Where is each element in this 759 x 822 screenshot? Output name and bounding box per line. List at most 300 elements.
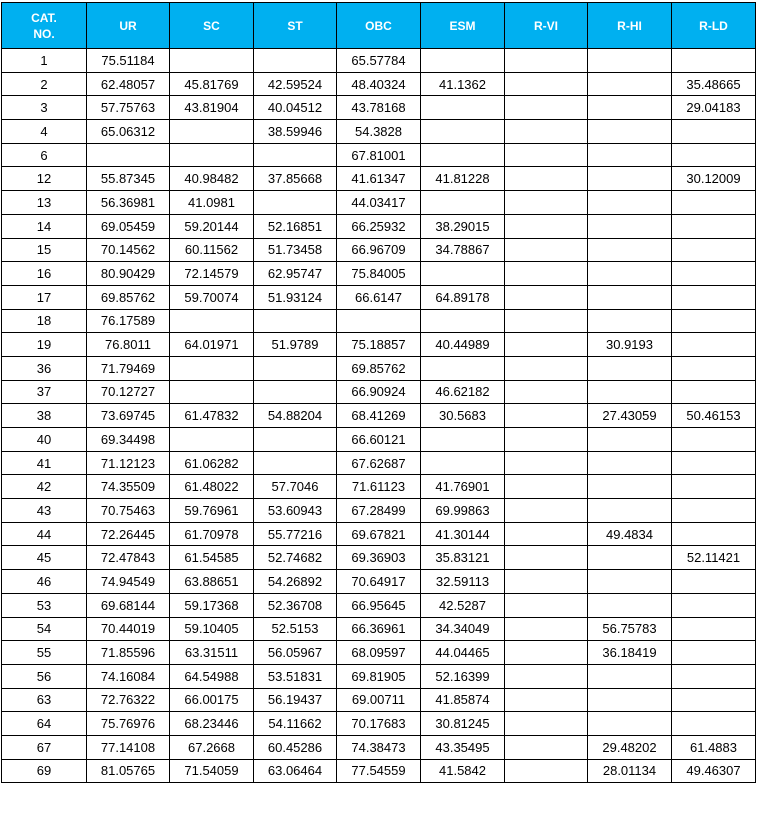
r-ld-cell: 49.46307 [672,759,756,783]
category-number-cell: 6 [2,143,87,167]
table-row [2,262,756,286]
ur-cell: 71.85596 [87,641,170,665]
r-ld-cell [672,522,756,546]
category-number-cell: 13 [2,191,87,215]
r-hi-cell [588,214,672,238]
r-hi-cell: 30.9193 [588,333,672,357]
sc-cell [170,428,254,452]
r-ld-cell [672,143,756,167]
st-cell [254,428,337,452]
table-row [2,499,756,523]
r-ld-cell [672,285,756,309]
sc-cell: 61.48022 [170,475,254,499]
r-vi-cell [505,191,588,215]
ur-cell: 72.26445 [87,522,170,546]
category-number-cell: 14 [2,214,87,238]
st-cell: 55.77216 [254,522,337,546]
table-row [2,96,756,120]
r-hi-cell [588,380,672,404]
category-number-cell: 54 [2,617,87,641]
category-number-cell: 44 [2,522,87,546]
esm-cell [421,309,505,333]
r-hi-cell: 56.75783 [588,617,672,641]
sc-cell: 71.54059 [170,759,254,783]
esm-cell: 69.99863 [421,499,505,523]
r-ld-cell [672,309,756,333]
ur-cell: 65.06312 [87,120,170,144]
ur-cell: 70.14562 [87,238,170,262]
r-vi-cell [505,546,588,570]
r-ld-cell [672,499,756,523]
esm-cell: 41.81228 [421,167,505,191]
header-category-number [2,3,87,49]
st-cell [254,49,337,73]
obc-cell: 68.09597 [337,641,421,665]
st-cell [254,356,337,380]
ur-cell: 76.8011 [87,333,170,357]
r-hi-cell [588,49,672,73]
ur-cell: 56.36981 [87,191,170,215]
table-row [2,309,756,333]
table-row [2,688,756,712]
r-ld-cell: 52.11421 [672,546,756,570]
category-number-cell: 55 [2,641,87,665]
ur-cell: 75.76976 [87,712,170,736]
esm-cell: 41.5842 [421,759,505,783]
table-row [2,712,756,736]
r-vi-cell [505,593,588,617]
r-vi-cell [505,356,588,380]
category-number-cell: 1 [2,49,87,73]
category-number-cell: 64 [2,712,87,736]
r-vi-cell [505,238,588,262]
r-hi-cell [588,712,672,736]
st-cell: 62.95747 [254,262,337,286]
st-cell: 52.74682 [254,546,337,570]
r-hi-cell [588,191,672,215]
r-vi-cell [505,167,588,191]
r-vi-cell [505,428,588,452]
r-ld-cell [672,356,756,380]
sc-cell: 64.54988 [170,664,254,688]
obc-cell: 65.57784 [337,49,421,73]
st-cell: 52.36708 [254,593,337,617]
st-cell [254,309,337,333]
obc-cell: 69.00711 [337,688,421,712]
r-ld-cell [672,664,756,688]
st-cell: 37.85668 [254,167,337,191]
r-vi-cell [505,451,588,475]
st-cell: 54.26892 [254,570,337,594]
r-ld-cell [672,475,756,499]
ur-cell: 74.94549 [87,570,170,594]
esm-cell [421,356,505,380]
esm-cell: 44.04465 [421,641,505,665]
esm-cell: 35.83121 [421,546,505,570]
category-number-cell: 67 [2,735,87,759]
st-cell [254,451,337,475]
category-number-cell: 53 [2,593,87,617]
sc-cell [170,356,254,380]
r-ld-cell [672,191,756,215]
table-row [2,49,756,73]
obc-cell: 66.95645 [337,593,421,617]
esm-cell: 34.78867 [421,238,505,262]
r-ld-cell [672,617,756,641]
esm-cell: 41.76901 [421,475,505,499]
esm-cell [421,143,505,167]
ur-cell: 71.79469 [87,356,170,380]
category-number-cell: 2 [2,72,87,96]
obc-cell: 43.78168 [337,96,421,120]
st-cell [254,143,337,167]
r-vi-cell [505,570,588,594]
esm-cell: 30.81245 [421,712,505,736]
r-ld-cell: 29.04183 [672,96,756,120]
r-hi-cell [588,546,672,570]
r-hi-cell [588,475,672,499]
obc-cell: 67.62687 [337,451,421,475]
category-number-cell: 40 [2,428,87,452]
header-category-line1: CAT. [31,10,57,25]
category-number-cell: 37 [2,380,87,404]
ur-cell: 77.14108 [87,735,170,759]
sc-cell: 43.81904 [170,96,254,120]
table-row [2,238,756,262]
header-ur: UR [87,3,170,49]
sc-cell [170,49,254,73]
sc-cell: 59.76961 [170,499,254,523]
obc-cell: 69.85762 [337,356,421,380]
st-cell: 51.93124 [254,285,337,309]
obc-cell: 75.84005 [337,262,421,286]
st-cell [254,380,337,404]
sc-cell [170,380,254,404]
st-cell: 52.5153 [254,617,337,641]
category-number-cell: 16 [2,262,87,286]
obc-cell: 69.67821 [337,522,421,546]
ur-cell: 70.12727 [87,380,170,404]
sc-cell: 72.14579 [170,262,254,286]
sc-cell [170,143,254,167]
obc-cell: 70.64917 [337,570,421,594]
r-hi-cell [588,356,672,380]
r-vi-cell [505,309,588,333]
obc-cell: 66.90924 [337,380,421,404]
sc-cell: 40.98482 [170,167,254,191]
obc-cell: 66.60121 [337,428,421,452]
obc-cell: 74.38473 [337,735,421,759]
r-ld-cell [672,641,756,665]
sc-cell: 63.31511 [170,641,254,665]
category-number-cell: 15 [2,238,87,262]
category-number-cell: 4 [2,120,87,144]
table-row [2,333,756,357]
sc-cell: 41.0981 [170,191,254,215]
r-vi-cell [505,380,588,404]
table-header [2,3,756,49]
st-cell: 40.04512 [254,96,337,120]
esm-cell [421,120,505,144]
table-row [2,664,756,688]
table-body [2,49,756,783]
r-ld-cell: 30.12009 [672,167,756,191]
sc-cell: 67.2668 [170,735,254,759]
ur-cell: 69.34498 [87,428,170,452]
r-vi-cell [505,664,588,688]
r-hi-cell [588,499,672,523]
r-vi-cell [505,262,588,286]
st-cell: 56.19437 [254,688,337,712]
r-ld-cell [672,333,756,357]
category-number-cell: 41 [2,451,87,475]
r-hi-cell [588,451,672,475]
st-cell: 53.60943 [254,499,337,523]
sc-cell: 59.17368 [170,593,254,617]
r-hi-cell [588,285,672,309]
ur-cell: 57.75763 [87,96,170,120]
r-vi-cell [505,617,588,641]
table-row [2,617,756,641]
header-sc: SC [170,3,254,49]
category-number-cell: 46 [2,570,87,594]
table-row [2,356,756,380]
r-hi-cell [588,143,672,167]
ur-cell: 69.68144 [87,593,170,617]
st-cell: 51.73458 [254,238,337,262]
r-vi-cell [505,735,588,759]
category-number-cell: 38 [2,404,87,428]
r-ld-cell: 61.4883 [672,735,756,759]
r-vi-cell [505,499,588,523]
obc-cell: 75.18857 [337,333,421,357]
r-ld-cell [672,570,756,594]
r-hi-cell: 36.18419 [588,641,672,665]
table-row [2,641,756,665]
category-number-cell: 43 [2,499,87,523]
table-row [2,522,756,546]
st-cell: 51.9789 [254,333,337,357]
header-r-ld: R-LD [672,3,756,49]
st-cell: 38.59946 [254,120,337,144]
r-ld-cell [672,428,756,452]
esm-cell [421,191,505,215]
obc-cell: 66.25932 [337,214,421,238]
r-vi-cell [505,49,588,73]
esm-cell: 41.1362 [421,72,505,96]
esm-cell: 41.85874 [421,688,505,712]
st-cell: 63.06464 [254,759,337,783]
esm-cell: 43.35495 [421,735,505,759]
category-number-cell: 12 [2,167,87,191]
ur-cell: 55.87345 [87,167,170,191]
esm-cell: 52.16399 [421,664,505,688]
ur-cell: 73.69745 [87,404,170,428]
r-vi-cell [505,759,588,783]
obc-cell: 44.03417 [337,191,421,215]
esm-cell [421,262,505,286]
obc-cell: 48.40324 [337,72,421,96]
r-hi-cell [588,593,672,617]
r-hi-cell [588,72,672,96]
r-hi-cell [588,96,672,120]
r-ld-cell [672,262,756,286]
header-row [2,3,756,49]
st-cell: 56.05967 [254,641,337,665]
r-hi-cell [588,309,672,333]
category-number-cell: 42 [2,475,87,499]
obc-cell: 70.17683 [337,712,421,736]
r-ld-cell [672,451,756,475]
r-hi-cell: 29.48202 [588,735,672,759]
obc-cell: 67.28499 [337,499,421,523]
r-hi-cell [588,428,672,452]
r-ld-cell [672,380,756,404]
st-cell: 52.16851 [254,214,337,238]
sc-cell: 59.70074 [170,285,254,309]
esm-cell: 42.5287 [421,593,505,617]
r-ld-cell: 35.48665 [672,72,756,96]
table-row [2,380,756,404]
obc-cell: 66.96709 [337,238,421,262]
table-row [2,451,756,475]
ur-cell: 72.76322 [87,688,170,712]
ur-cell: 74.16084 [87,664,170,688]
table-row [2,570,756,594]
r-hi-cell [588,120,672,144]
r-vi-cell [505,712,588,736]
r-ld-cell [672,49,756,73]
r-vi-cell [505,475,588,499]
esm-cell: 41.30144 [421,522,505,546]
obc-cell: 66.36961 [337,617,421,641]
obc-cell: 69.81905 [337,664,421,688]
table-row [2,759,756,783]
ur-cell: 72.47843 [87,546,170,570]
sc-cell: 63.88651 [170,570,254,594]
table-row [2,285,756,309]
r-ld-cell [672,688,756,712]
category-number-cell: 3 [2,96,87,120]
sc-cell: 61.54585 [170,546,254,570]
r-hi-cell: 27.43059 [588,404,672,428]
obc-cell: 68.41269 [337,404,421,428]
obc-cell: 71.61123 [337,475,421,499]
table-row [2,546,756,570]
r-vi-cell [505,143,588,167]
esm-cell: 40.44989 [421,333,505,357]
st-cell: 53.51831 [254,664,337,688]
ur-cell: 74.35509 [87,475,170,499]
ur-cell: 80.90429 [87,262,170,286]
sc-cell: 61.70978 [170,522,254,546]
category-number-cell: 36 [2,356,87,380]
table-row [2,191,756,215]
ur-cell: 76.17589 [87,309,170,333]
obc-cell: 66.6147 [337,285,421,309]
r-vi-cell [505,404,588,428]
table-row [2,593,756,617]
r-hi-cell [588,238,672,262]
esm-cell [421,49,505,73]
table-row [2,143,756,167]
esm-cell [421,96,505,120]
r-vi-cell [505,688,588,712]
category-number-cell: 56 [2,664,87,688]
r-vi-cell [505,96,588,120]
r-hi-cell [588,262,672,286]
ur-cell: 69.05459 [87,214,170,238]
table-row [2,72,756,96]
category-number-cell: 19 [2,333,87,357]
r-hi-cell: 28.01134 [588,759,672,783]
category-number-cell: 45 [2,546,87,570]
sc-cell: 59.20144 [170,214,254,238]
sc-cell: 61.47832 [170,404,254,428]
category-number-cell: 69 [2,759,87,783]
cutoff-marks-table [1,2,756,783]
r-vi-cell [505,641,588,665]
obc-cell: 69.36903 [337,546,421,570]
esm-cell: 38.29015 [421,214,505,238]
r-ld-cell: 50.46153 [672,404,756,428]
r-hi-cell [588,167,672,191]
sc-cell: 60.11562 [170,238,254,262]
obc-cell: 41.61347 [337,167,421,191]
st-cell: 42.59524 [254,72,337,96]
table-row [2,404,756,428]
ur-cell: 70.75463 [87,499,170,523]
r-ld-cell [672,712,756,736]
r-hi-cell [588,688,672,712]
sc-cell: 64.01971 [170,333,254,357]
header-st: ST [254,3,337,49]
category-number-cell: 18 [2,309,87,333]
esm-cell [421,428,505,452]
obc-cell: 67.81001 [337,143,421,167]
esm-cell: 34.34049 [421,617,505,641]
r-vi-cell [505,214,588,238]
category-number-cell: 63 [2,688,87,712]
sc-cell: 66.00175 [170,688,254,712]
ur-cell: 62.48057 [87,72,170,96]
ur-cell: 71.12123 [87,451,170,475]
header-obc: OBC [337,3,421,49]
ur-cell: 70.44019 [87,617,170,641]
ur-cell: 69.85762 [87,285,170,309]
st-cell: 54.88204 [254,404,337,428]
header-r-vi: R-VI [505,3,588,49]
r-ld-cell [672,214,756,238]
r-ld-cell [672,593,756,617]
r-hi-cell [588,570,672,594]
r-vi-cell [505,522,588,546]
table-row [2,428,756,452]
header-esm: ESM [421,3,505,49]
r-vi-cell [505,120,588,144]
ur-cell: 81.05765 [87,759,170,783]
esm-cell: 32.59113 [421,570,505,594]
st-cell: 57.7046 [254,475,337,499]
esm-cell: 46.62182 [421,380,505,404]
r-ld-cell [672,238,756,262]
sc-cell: 59.10405 [170,617,254,641]
st-cell [254,191,337,215]
table-row [2,120,756,144]
st-cell: 54.11662 [254,712,337,736]
r-ld-cell [672,120,756,144]
obc-cell [337,309,421,333]
